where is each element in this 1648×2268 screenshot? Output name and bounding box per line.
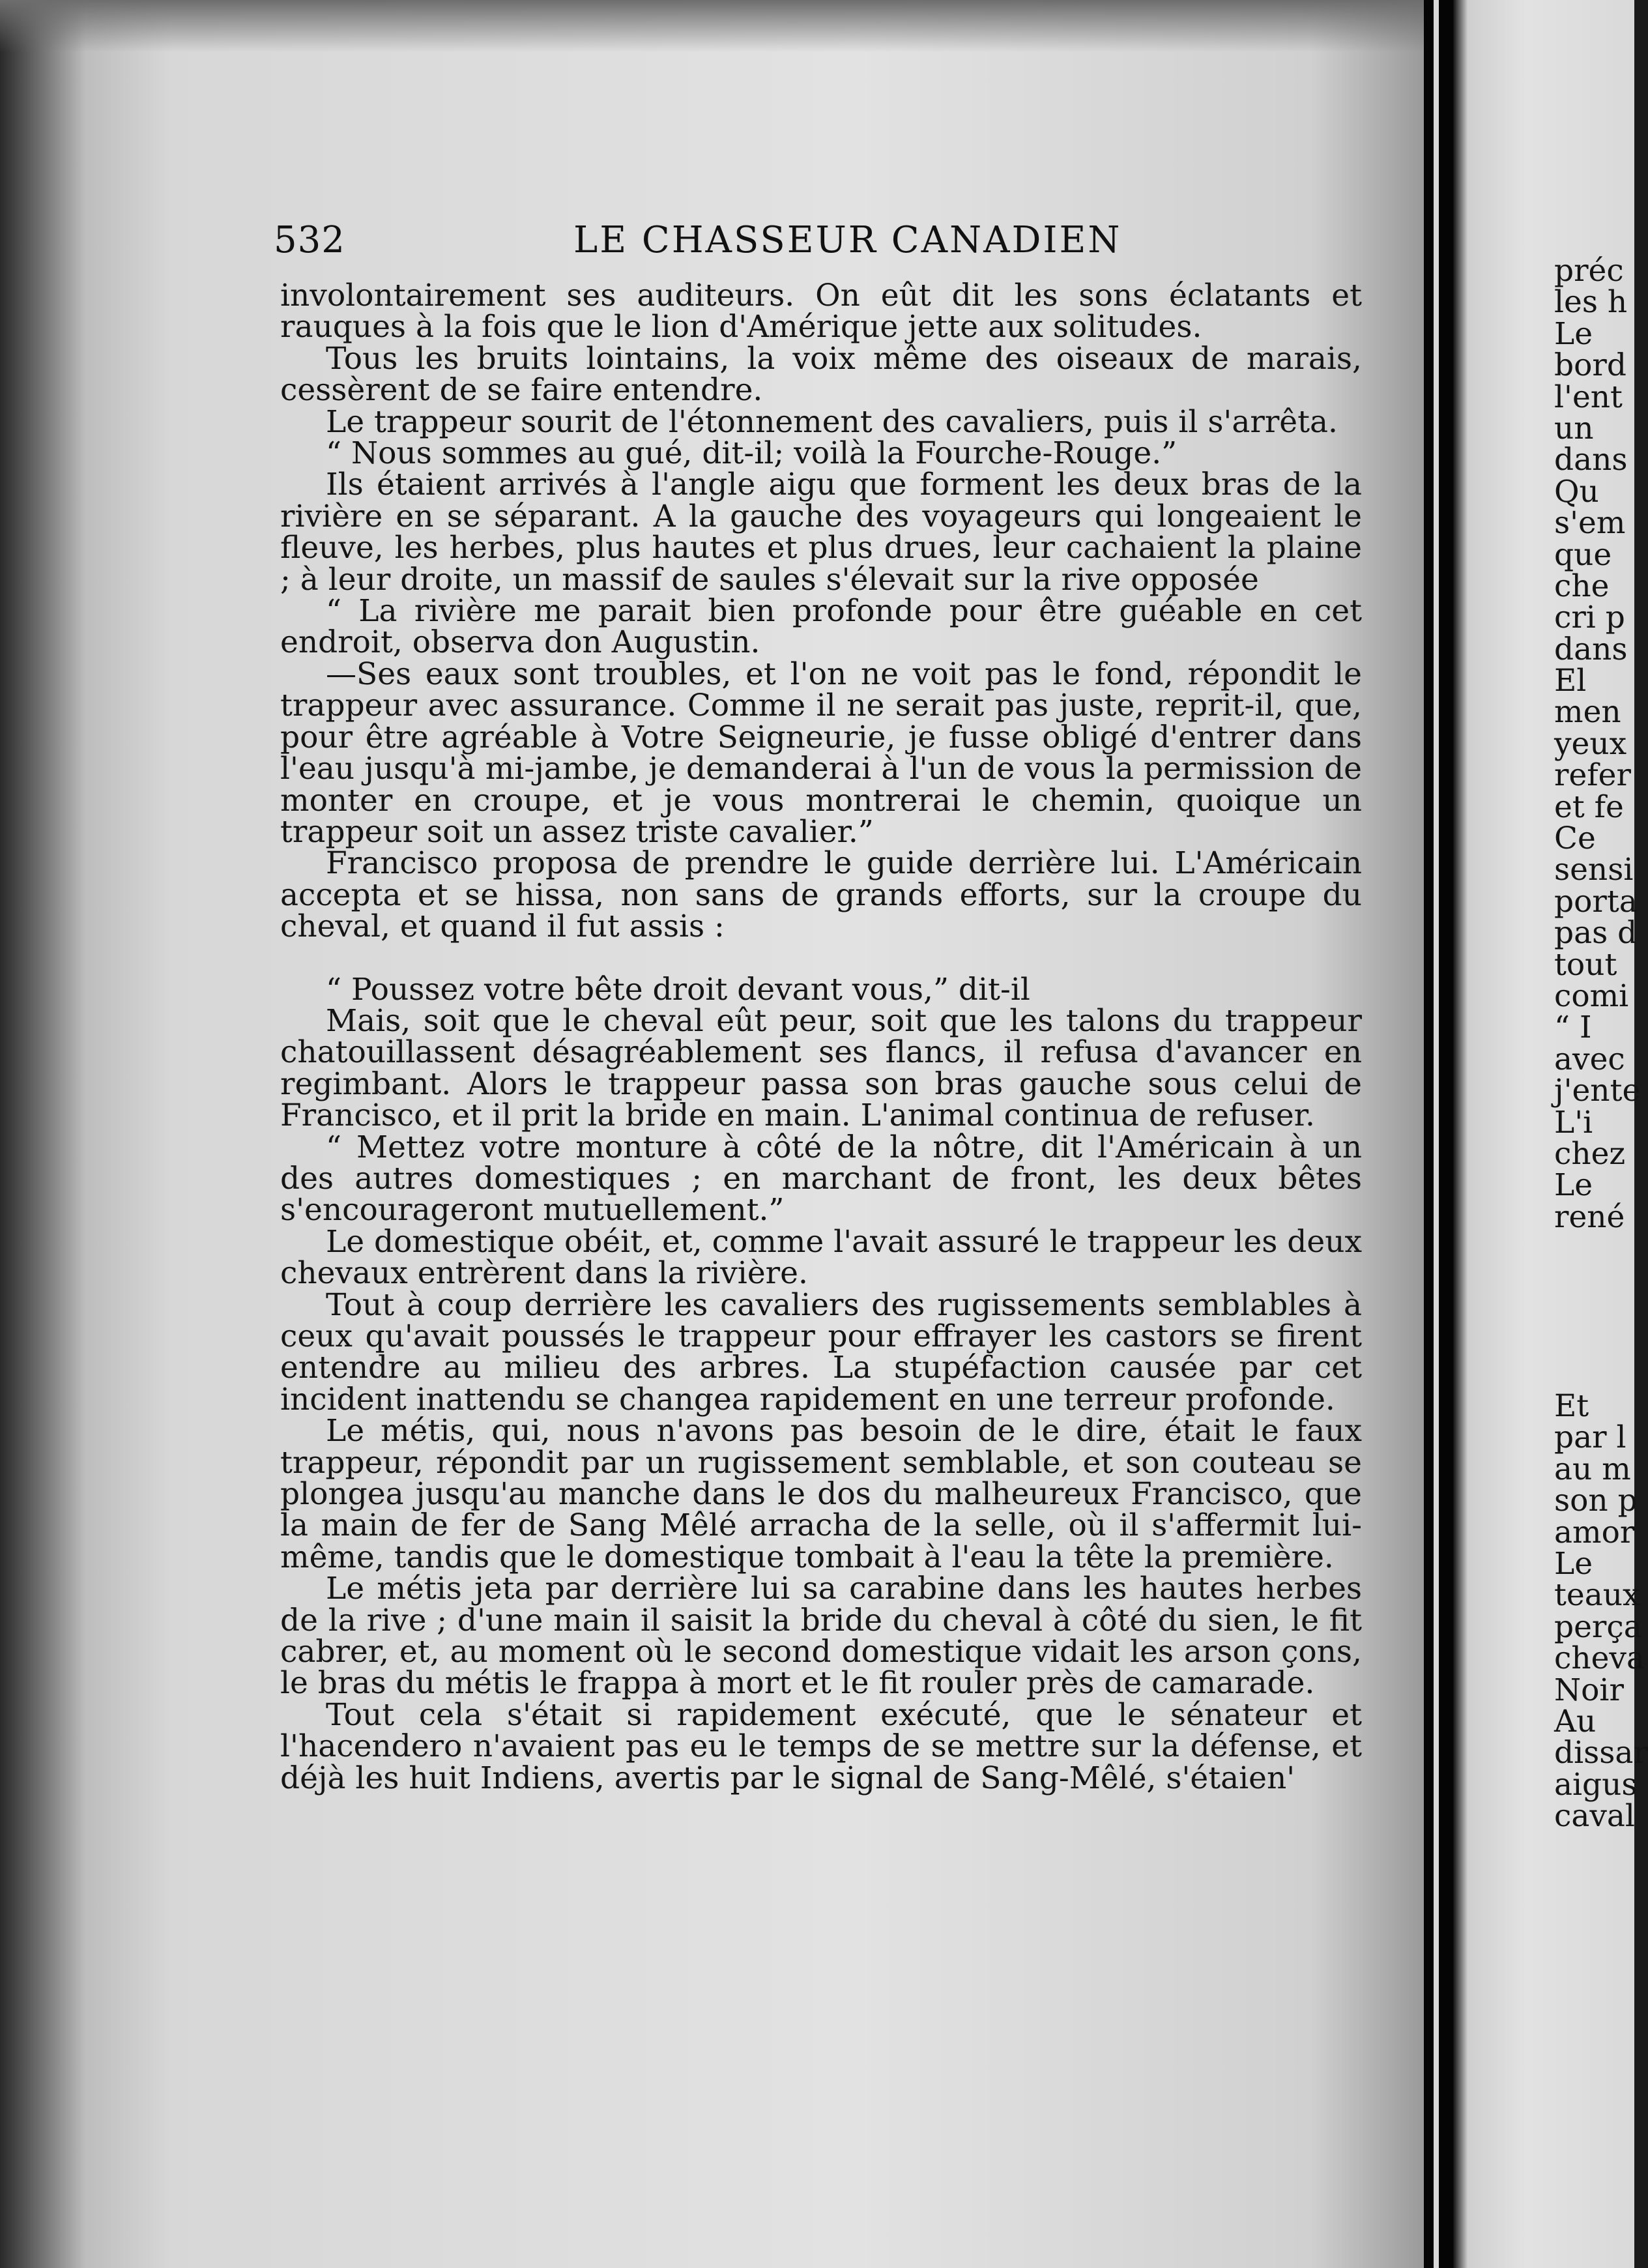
facing-page-line: préc [1554,253,1624,289]
facing-page-line: che [1554,568,1610,604]
facing-page-line: yeux [1554,725,1627,762]
page-number: 532 [274,219,345,261]
facing-page-line: perça [1554,1608,1642,1645]
facing-page-line: l'ent [1554,379,1623,415]
facing-page-line: El [1554,663,1587,699]
gutter-edge [1434,0,1439,2268]
facing-page-line: un [1554,410,1594,446]
facing-page-line [1554,1265,1634,1296]
facing-page-line: que [1554,536,1612,573]
paragraph: involontairement ses auditeurs. On eût dit les sons éclatants et rauques à la fois que le lion d'Amérique jette aux solitudes. [280,278,1362,345]
facing-page-line: L'i [1554,1104,1593,1141]
facing-page-line: au m [1554,1451,1631,1487]
facing-page-line: Noir [1554,1672,1624,1708]
facing-page-line: avec [1554,1041,1625,1077]
facing-page-line: Ce [1554,821,1596,857]
facing-page-line: j'ente [1554,1073,1641,1109]
facing-page-line [1554,1328,1634,1359]
facing-page-line: chez [1554,1135,1626,1172]
paragraph: “ Poussez votre bête droit devant vous,” dit-il [326,971,1030,1008]
paragraph: “ Nous sommes au gué, dit-il; voilà la Fourche-Rouge.” [326,435,1178,472]
facing-page-line: Qu [1554,473,1599,510]
facing-page-line: et fe [1554,789,1624,825]
facing-page-line: cheva [1554,1640,1645,1677]
paragraph: “ La rivière me parait bien profonde pour être guéable en cet endroit, observa don Augustin. [280,593,1362,661]
facing-page-line: dans [1554,442,1628,478]
facing-page-line: bord [1554,347,1626,384]
facing-page-line: Le [1554,1167,1593,1204]
facing-page-line: dissar [1554,1735,1648,1771]
paragraph: —Ses eaux sont troubles, et l'on ne voit pas le fond, répondit le trappeur avec assurance. Comme il ne serait pas juste, reprit-il, que, pour être agréable à Votre Seigneurie, je fusse obligé d'entrer dans l'eau jusqu'à mi-jambe, je demanderai à l'un de vous la permission de monter en croupe, et je vous montrerai le chemin, quoique un trappeur soit un assez triste cavalier.” [280,656,1362,850]
facing-page-line: son p [1554,1483,1638,1519]
paragraph: Tout cela s'était si rapidement exécuté, que le sénateur et l'hacendero n'avaient pas eu le temps de se mettre sur la défense, et déjà les huit Indiens, avertis par le signal de Sang-Mêlé, s'étaien' [280,1696,1362,1796]
page-body-text [280,280,1362,1794]
paragraph: Ils étaient arrivés à l'angle aigu que forment les deux bras de la rivière en se séparant. A la gauche des voyageurs qui longeaient le fleuve, les herbes, plus hautes et plus drues, leur cachaient la plaine ; à leur droite, un massif de saules s'élevait sur la rive opposée [280,467,1362,598]
facing-page-line: aigus [1554,1766,1638,1803]
paragraph: Le métis, qui, nous n'avons pas besoin de le dire, était le faux trappeur, répondit par un rugissement semblable, et son couteau se plongea jusqu'au manche dans le dos du malheureux Francisco, que la main de fer de Sang Mêlé arracha de la selle, où il s'affermit lui-même, tandis que le domestique tombait à l'eau la tête la première. [280,1413,1362,1575]
facing-page-line: Le [1554,315,1593,352]
facing-page-line: tout [1554,946,1617,983]
paragraph: Tout à coup derrière les cavaliers des rugissements semblables à ceux qu'avait poussés le trappeur pour effrayer les castors se firent entendre au milieu des arbres. La stupéfaction causée par cet incident inattendu se changea rapidement en une terreur profonde. [280,1287,1362,1418]
page-header [274,219,1368,266]
facing-page-line: dans [1554,631,1628,667]
facing-page-text [1554,253,1648,1835]
facing-page-line: refer [1554,757,1631,794]
paragraph: Mais, soit que le cheval eût peur, soit que les talons du trappeur chatouillassent désagréablement ses flancs, il refusa d'avancer en regimbant. Alors le trappeur passa son bras gauche sous celui de Francisco, et il prit la bride en main. L'animal continua de refuser. [280,1002,1362,1134]
facing-page-line: Le [1554,1546,1593,1582]
facing-page-line: rené [1554,1199,1625,1235]
paragraph: Le métis jeta par derrière lui sa carabine dans les hautes herbes de la rive ; d'une main il saisit la bride du cheval à côté du sien, le fit cabrer, et, au moment où le second domestique vidait les arson çons, le bras du métis le frappa à mort et le fit rouler près de camarade. [280,1571,1362,1702]
page-top-shadow [0,0,1424,52]
facing-page-line: caval [1554,1798,1635,1835]
facing-page-line: par l [1554,1419,1626,1456]
facing-page-line [1554,1296,1634,1328]
facing-page-line: comi [1554,978,1629,1014]
facing-page-line: Au [1554,1703,1597,1739]
facing-page-line: pas d [1554,915,1638,952]
paragraph: Tous les bruits lointains, la voix même des oiseaux de marais, cessèrent de se faire entendre. [280,340,1362,409]
facing-page-line: Et [1554,1388,1589,1425]
facing-page-line [1554,1359,1634,1391]
paragraph: “ Mettez votre monture à côté de la nôtre, dit l'Américain à un des autres domestiques ; en marchant de front, les deux bêtes s'encourageront mutuellement.” [280,1129,1362,1228]
facing-page-line: porta [1554,883,1638,920]
paragraph: Le domestique obéit, et, comme l'avait assuré le trappeur les deux chevaux entrèrent dans la rivière. [280,1223,1362,1292]
facing-page-line: teaux [1554,1577,1640,1614]
facing-page-line: “ I [1554,1010,1592,1046]
facing-page-line: cri p [1554,600,1625,636]
facing-page-line [1554,1233,1634,1264]
paragraph: Le trappeur sourit de l'étonnement des cavaliers, puis il s'arrêta. [326,403,1338,440]
facing-page-line: men [1554,694,1621,731]
facing-page-line: les h [1554,284,1628,321]
paragraph: Francisco proposa de prendre le guide derrière lui. L'Américain accepta et se hissa, non sans de grands efforts, sur la croupe du cheval, et quand il fut assis : [280,845,1362,945]
facing-page-line: s'em [1554,505,1626,542]
facing-page-line: amor [1554,1514,1635,1550]
running-head: LE CHASSEUR CANADIEN [573,219,1122,261]
facing-page-line: sensi [1554,852,1634,888]
